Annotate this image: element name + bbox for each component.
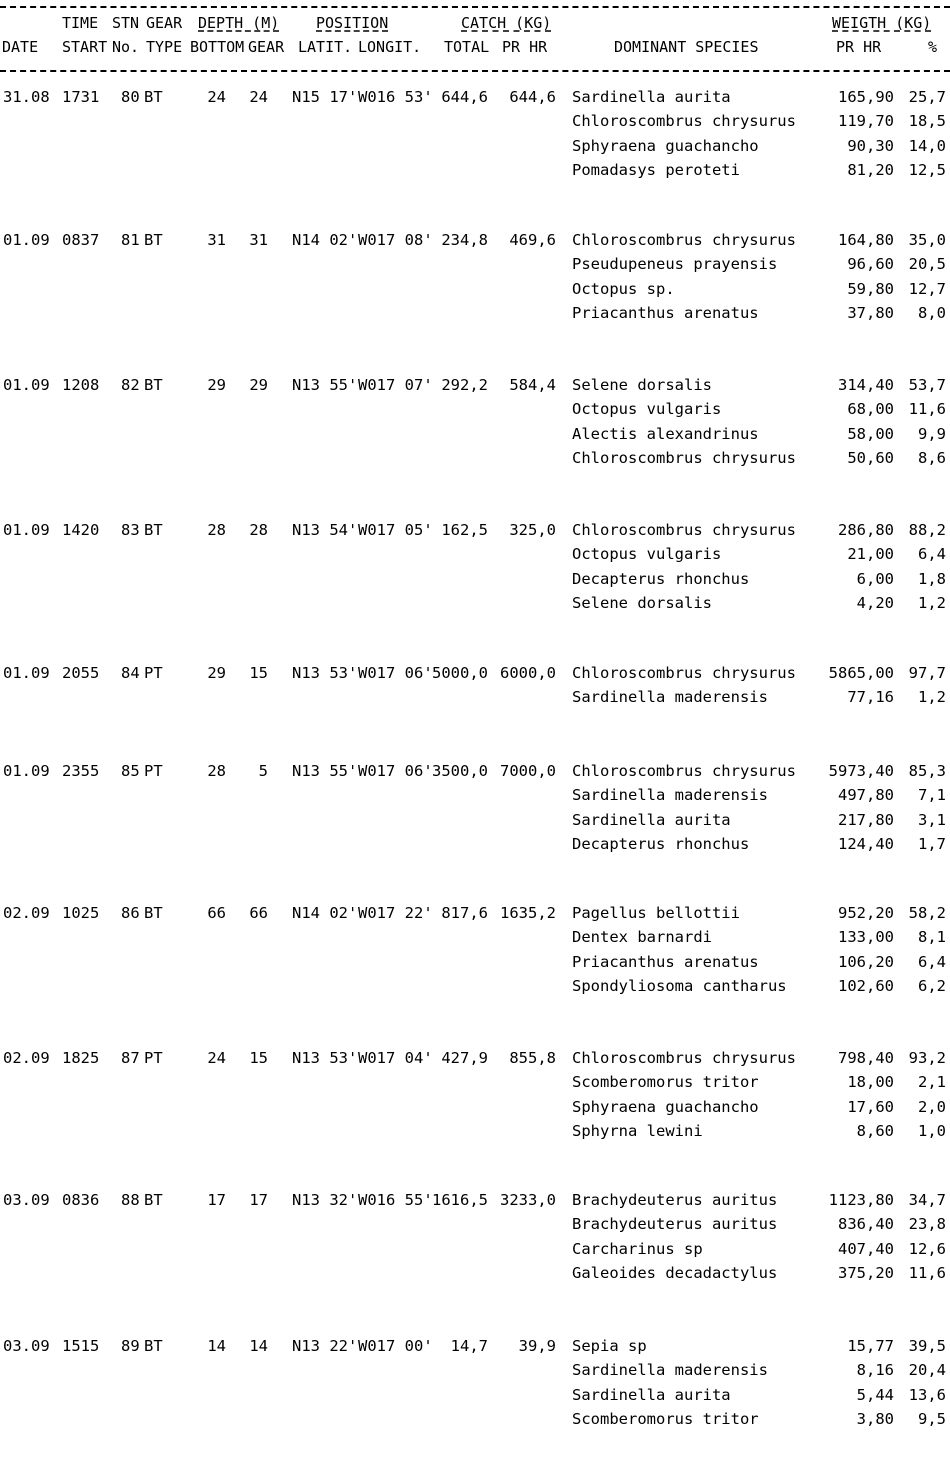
species-weight-percent: 7,1	[918, 786, 946, 805]
species-weight-per-hour: 77,16	[847, 688, 894, 707]
species-weight-per-hour: 50,60	[847, 448, 894, 467]
species-name: Octopus sp.	[572, 279, 675, 298]
header-no: No.	[112, 38, 140, 56]
species-name: Sardinella aurita	[572, 88, 731, 106]
record-longitude: W017 05'	[358, 521, 433, 539]
record-date: 01.09	[3, 231, 50, 249]
record-longitude: W017 07'	[358, 376, 433, 394]
record-latitude: N13 32'	[292, 1191, 358, 1209]
record-station-no: 89	[121, 1337, 140, 1355]
species-weight-percent: 34,7	[908, 1191, 946, 1209]
species-weight-per-hour: 952,20	[838, 904, 894, 922]
record-gear-type: BT	[144, 376, 163, 394]
species-weight-percent: 6,2	[918, 976, 946, 995]
species-weight-per-hour: 15,77	[847, 1337, 894, 1355]
species-weight-percent: 6,4	[918, 545, 946, 564]
record-longitude: W017 08'	[358, 231, 433, 249]
record-depth-gear: 14	[249, 1337, 268, 1355]
species-weight-per-hour: 68,00	[847, 400, 894, 419]
species-weight-per-hour: 18,00	[847, 1073, 894, 1092]
top-dashed-rule	[0, 6, 950, 8]
species-weight-per-hour: 286,80	[838, 521, 894, 539]
record-time-start: 1025	[62, 904, 100, 922]
record-latitude: N13 53'	[292, 664, 358, 682]
record-station-no: 87	[121, 1049, 140, 1067]
record-date: 01.09	[3, 762, 50, 780]
species-weight-per-hour: 5,44	[856, 1385, 894, 1404]
species-weight-per-hour: 217,80	[838, 810, 894, 829]
species-name: Sardinella maderensis	[572, 1361, 768, 1380]
species-weight-per-hour: 133,00	[838, 928, 894, 947]
record-time-start: 0837	[62, 231, 100, 249]
record-catch-per-hour: 7000,0	[500, 762, 556, 780]
record-catch-total: 162,5	[441, 521, 488, 539]
species-name: Sphyraena guachancho	[572, 1097, 759, 1116]
species-weight-per-hour: 164,80	[838, 231, 894, 249]
record-station-no: 83	[121, 521, 140, 539]
species-name: Brachydeuterus auritus	[572, 1215, 778, 1234]
species-weight-percent: 13,6	[908, 1385, 946, 1404]
species-name: Brachydeuterus auritus	[572, 1191, 778, 1209]
record-depth-bottom: 24	[207, 1049, 226, 1067]
record-date: 01.09	[3, 664, 50, 682]
record-catch-total: 234,8	[441, 231, 488, 249]
record-depth-gear: 5	[258, 762, 268, 780]
header-total: TOTAL	[444, 38, 490, 56]
species-weight-percent: 35,0	[908, 231, 946, 249]
species-weight-per-hour: 106,20	[838, 952, 894, 971]
record-catch-per-hour: 325,0	[509, 521, 556, 539]
header-position: POSITION	[316, 14, 389, 32]
species-weight-percent: 1,2	[918, 688, 946, 707]
record-date: 31.08	[3, 88, 50, 106]
station-record	[0, 904, 950, 1024]
record-depth-bottom: 31	[207, 231, 226, 249]
record-catch-per-hour: 3233,0	[500, 1191, 556, 1209]
species-name: Sardinella maderensis	[572, 786, 768, 805]
record-latitude: N13 55'	[292, 376, 358, 394]
species-weight-percent: 25,7	[908, 88, 946, 106]
header-prhr: PR HR	[502, 38, 548, 56]
record-time-start: 2355	[62, 762, 100, 780]
species-name: Selene dorsalis	[572, 593, 712, 612]
species-weight-percent: 11,6	[908, 400, 946, 419]
record-time-start: 1515	[62, 1337, 100, 1355]
species-weight-per-hour: 81,20	[847, 160, 894, 179]
record-longitude: W016 53'	[358, 88, 433, 106]
header-date: DATE	[2, 38, 39, 56]
species-name: Scomberomorus tritor	[572, 1073, 759, 1092]
record-catch-total: 644,6	[441, 88, 488, 106]
species-name: Priacanthus arenatus	[572, 303, 759, 322]
record-latitude: N13 55'	[292, 762, 358, 780]
species-weight-percent: 20,5	[908, 255, 946, 274]
record-longitude: W017 04'	[358, 1049, 433, 1067]
species-weight-per-hour: 4,20	[856, 593, 894, 612]
record-date: 03.09	[3, 1337, 50, 1355]
record-gear-type: PT	[144, 762, 163, 780]
record-time-start: 1420	[62, 521, 100, 539]
record-catch-total: 3500,0	[432, 762, 488, 780]
species-name: Chloroscombrus chrysurus	[572, 521, 796, 539]
species-name: Pseudupeneus prayensis	[572, 255, 778, 274]
species-weight-percent: 1,8	[918, 569, 946, 588]
record-gear-type: PT	[144, 1049, 163, 1067]
species-name: Alectis alexandrinus	[572, 424, 759, 443]
species-name: Decapterus rhonchus	[572, 569, 750, 588]
station-record	[0, 1191, 950, 1311]
record-date: 03.09	[3, 1191, 50, 1209]
species-weight-percent: 9,9	[918, 424, 946, 443]
record-catch-total: 292,2	[441, 376, 488, 394]
record-date: 02.09	[3, 1049, 50, 1067]
species-weight-percent: 23,8	[908, 1215, 946, 1234]
station-record	[0, 521, 950, 641]
species-weight-percent: 3,1	[918, 810, 946, 829]
species-weight-percent: 8,0	[918, 303, 946, 322]
record-depth-gear: 28	[249, 521, 268, 539]
record-catch-per-hour: 855,8	[509, 1049, 556, 1067]
species-weight-per-hour: 5973,40	[828, 762, 894, 780]
record-gear-type: BT	[144, 88, 163, 106]
species-weight-percent: 9,5	[918, 1409, 946, 1428]
record-depth-bottom: 66	[207, 904, 226, 922]
species-weight-percent: 11,6	[908, 1263, 946, 1282]
species-name: Decapterus rhonchus	[572, 834, 750, 853]
species-weight-per-hour: 90,30	[847, 136, 894, 155]
species-weight-percent: 1,0	[918, 1121, 946, 1140]
record-depth-gear: 15	[249, 1049, 268, 1067]
species-weight-percent: 8,6	[918, 448, 946, 467]
species-name: Sepia sp	[572, 1337, 647, 1355]
species-weight-percent: 2,0	[918, 1097, 946, 1116]
record-longitude: W016 55'	[358, 1191, 433, 1209]
header-stn: STN	[112, 14, 140, 32]
species-weight-per-hour: 8,60	[856, 1121, 894, 1140]
species-name: Chloroscombrus chrysurus	[572, 112, 796, 131]
species-name: Chloroscombrus chrysurus	[572, 448, 796, 467]
record-date: 01.09	[3, 521, 50, 539]
species-weight-percent: 88,2	[908, 521, 946, 539]
header-catch: CATCH (KG)	[461, 14, 552, 32]
species-name: Chloroscombrus chrysurus	[572, 1049, 796, 1067]
record-depth-bottom: 14	[207, 1337, 226, 1355]
species-weight-per-hour: 165,90	[838, 88, 894, 106]
species-name: Pomadasys peroteti	[572, 160, 740, 179]
record-depth-gear: 29	[249, 376, 268, 394]
record-depth-bottom: 17	[207, 1191, 226, 1209]
record-depth-bottom: 28	[207, 762, 226, 780]
record-date: 02.09	[3, 904, 50, 922]
species-weight-per-hour: 407,40	[838, 1239, 894, 1258]
record-depth-bottom: 28	[207, 521, 226, 539]
species-weight-percent: 58,2	[908, 904, 946, 922]
species-weight-percent: 1,2	[918, 593, 946, 612]
species-weight-percent: 8,1	[918, 928, 946, 947]
species-weight-percent: 1,7	[918, 834, 946, 853]
species-weight-percent: 12,6	[908, 1239, 946, 1258]
species-name: Sardinella aurita	[572, 810, 731, 829]
species-weight-per-hour: 58,00	[847, 424, 894, 443]
record-time-start: 1208	[62, 376, 100, 394]
header-time: TIME	[62, 14, 99, 32]
species-weight-per-hour: 497,80	[838, 786, 894, 805]
species-weight-per-hour: 124,40	[838, 834, 894, 853]
species-weight-percent: 12,7	[908, 279, 946, 298]
header-weight-prhr: PR HR	[836, 38, 882, 56]
record-station-no: 82	[121, 376, 140, 394]
species-name: Chloroscombrus chrysurus	[572, 664, 796, 682]
record-gear-type: BT	[144, 231, 163, 249]
species-name: Dentex barnardi	[572, 928, 712, 947]
species-name: Selene dorsalis	[572, 376, 712, 394]
record-catch-total: 1616,5	[432, 1191, 488, 1209]
header-start: START	[62, 38, 108, 56]
header-gear-depth: GEAR	[248, 38, 285, 56]
record-catch-total: 817,6	[441, 904, 488, 922]
species-weight-per-hour: 3,80	[856, 1409, 894, 1428]
species-name: Pagellus bellottii	[572, 904, 740, 922]
record-station-no: 84	[121, 664, 140, 682]
species-weight-percent: 93,2	[908, 1049, 946, 1067]
record-gear-type: PT	[144, 664, 163, 682]
header-longit: LONGIT.	[358, 38, 422, 56]
record-gear-type: BT	[144, 1337, 163, 1355]
record-longitude: W017 22'	[358, 904, 433, 922]
header-depth: DEPTH (M)	[198, 14, 280, 32]
record-station-no: 81	[121, 231, 140, 249]
station-record	[0, 88, 950, 208]
species-name: Carcharinus sp	[572, 1239, 703, 1258]
species-name: Octopus vulgaris	[572, 545, 722, 564]
species-name: Sphyrna lewini	[572, 1121, 703, 1140]
species-weight-percent: 39,5	[908, 1337, 946, 1355]
species-name: Sphyraena guachancho	[572, 136, 759, 155]
species-weight-per-hour: 17,60	[847, 1097, 894, 1116]
header-dashed-rule	[0, 70, 950, 72]
record-station-no: 86	[121, 904, 140, 922]
record-gear-type: BT	[144, 521, 163, 539]
species-name: Chloroscombrus chrysurus	[572, 231, 796, 249]
species-weight-percent: 53,7	[908, 376, 946, 394]
species-weight-per-hour: 59,80	[847, 279, 894, 298]
station-record	[0, 376, 950, 496]
record-catch-per-hour: 6000,0	[500, 664, 556, 682]
species-weight-per-hour: 102,60	[838, 976, 894, 995]
species-weight-per-hour: 119,70	[838, 112, 894, 131]
record-date: 01.09	[3, 376, 50, 394]
station-record	[0, 1337, 950, 1457]
record-latitude: N13 22'	[292, 1337, 358, 1355]
record-catch-total: 14,7	[450, 1337, 488, 1355]
station-record	[0, 1049, 950, 1169]
species-weight-per-hour: 21,00	[847, 545, 894, 564]
species-weight-percent: 20,4	[908, 1361, 946, 1380]
record-depth-gear: 17	[249, 1191, 268, 1209]
record-depth-gear: 31	[249, 231, 268, 249]
species-weight-per-hour: 8,16	[856, 1361, 894, 1380]
species-weight-per-hour: 1123,80	[828, 1191, 894, 1209]
station-record	[0, 762, 950, 882]
species-weight-per-hour: 6,00	[856, 569, 894, 588]
species-weight-per-hour: 314,40	[838, 376, 894, 394]
record-catch-per-hour: 39,9	[518, 1337, 556, 1355]
species-weight-per-hour: 798,40	[838, 1049, 894, 1067]
record-time-start: 1825	[62, 1049, 100, 1067]
species-name: Spondyliosoma cantharus	[572, 976, 787, 995]
record-catch-per-hour: 469,6	[509, 231, 556, 249]
species-weight-per-hour: 375,20	[838, 1263, 894, 1282]
record-latitude: N13 53'	[292, 1049, 358, 1067]
header-percent: %	[928, 38, 938, 56]
record-depth-gear: 66	[249, 904, 268, 922]
record-depth-bottom: 29	[207, 664, 226, 682]
species-weight-per-hour: 836,40	[838, 1215, 894, 1234]
species-weight-percent: 12,5	[908, 160, 946, 179]
record-depth-bottom: 24	[207, 88, 226, 106]
record-longitude: W017 06'	[358, 762, 433, 780]
header-weigth: WEIGTH (KG)	[832, 14, 932, 32]
species-name: Priacanthus arenatus	[572, 952, 759, 971]
record-station-no: 88	[121, 1191, 140, 1209]
species-weight-percent: 97,7	[908, 664, 946, 682]
record-latitude: N14 02'	[292, 231, 358, 249]
species-weight-percent: 14,0	[908, 136, 946, 155]
species-name: Galeoides decadactylus	[572, 1263, 778, 1282]
species-weight-per-hour: 5865,00	[828, 664, 894, 682]
record-depth-bottom: 29	[207, 376, 226, 394]
record-latitude: N15 17'	[292, 88, 358, 106]
record-time-start: 0836	[62, 1191, 100, 1209]
record-catch-total: 427,9	[441, 1049, 488, 1067]
record-gear-type: BT	[144, 1191, 163, 1209]
record-catch-per-hour: 584,4	[509, 376, 556, 394]
record-time-start: 1731	[62, 88, 100, 106]
header-bottom: BOTTOM	[190, 38, 245, 56]
record-station-no: 80	[121, 88, 140, 106]
record-time-start: 2055	[62, 664, 100, 682]
species-weight-percent: 85,3	[908, 762, 946, 780]
header-gear: GEAR	[146, 14, 183, 32]
record-catch-total: 5000,0	[432, 664, 488, 682]
record-longitude: W017 06'	[358, 664, 433, 682]
record-catch-per-hour: 644,6	[509, 88, 556, 106]
species-name: Sardinella maderensis	[572, 688, 768, 707]
record-latitude: N14 02'	[292, 904, 358, 922]
station-record	[0, 231, 950, 351]
header-species: DOMINANT SPECIES	[614, 38, 759, 56]
record-latitude: N13 54'	[292, 521, 358, 539]
species-weight-percent: 18,5	[908, 112, 946, 131]
record-gear-type: BT	[144, 904, 163, 922]
species-name: Sardinella aurita	[572, 1385, 731, 1404]
species-weight-percent: 6,4	[918, 952, 946, 971]
species-name: Octopus vulgaris	[572, 400, 722, 419]
species-weight-per-hour: 37,80	[847, 303, 894, 322]
species-name: Scomberomorus tritor	[572, 1409, 759, 1428]
record-longitude: W017 00'	[358, 1337, 433, 1355]
record-depth-gear: 15	[249, 664, 268, 682]
species-name: Chloroscombrus chrysurus	[572, 762, 796, 780]
record-depth-gear: 24	[249, 88, 268, 106]
species-weight-percent: 2,1	[918, 1073, 946, 1092]
record-station-no: 85	[121, 762, 140, 780]
record-catch-per-hour: 1635,2	[500, 904, 556, 922]
species-weight-per-hour: 96,60	[847, 255, 894, 274]
header-latit: LATIT.	[298, 38, 353, 56]
header-type: TYPE	[146, 38, 183, 56]
